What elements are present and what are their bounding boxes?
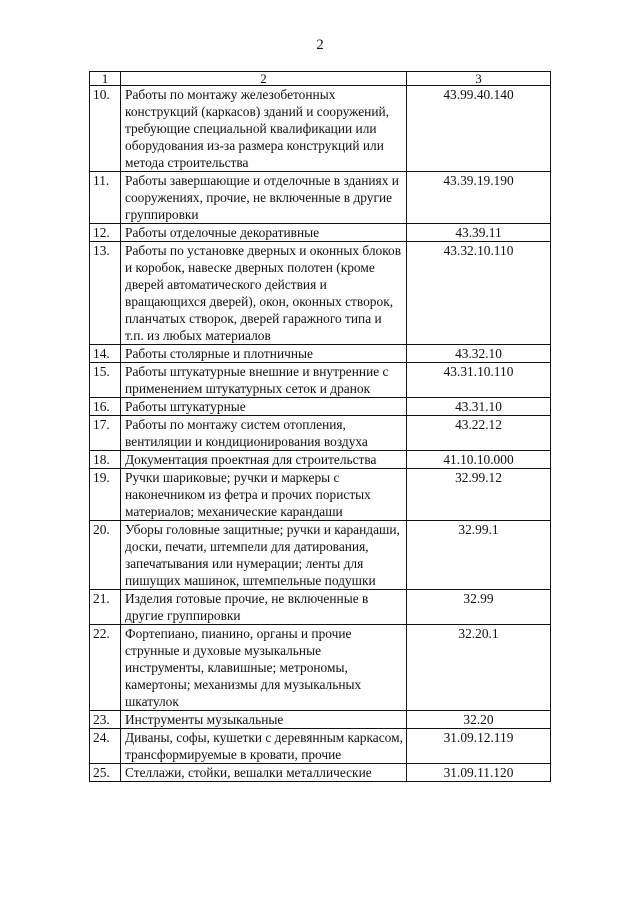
table-row [90,590,551,625]
row-name: Уборы головные защитные; ручки и карандаши, доски, печати, штемпели для датирования, запечатывания или нумерации; ленты для пишущих машинок, штемпельные подушки [121,521,407,590]
row-name: Работы по монтажу железобетонных конструкций (каркасов) зданий и сооружений, требующие специальной квалификации или оборудования из-за размера конструкций или метода строительства [121,86,407,172]
row-name: Работы столярные и плотничные [121,345,407,363]
row-code: 31.09.11.120 [407,764,551,782]
classification-table [89,71,551,782]
table-row [90,469,551,521]
row-number: 23. [90,711,121,729]
row-number: 17. [90,416,121,451]
table-row [90,729,551,764]
row-number: 16. [90,398,121,416]
table-row [90,363,551,398]
header-col-2: 2 [121,72,407,86]
row-number: 13. [90,242,121,345]
row-number: 10. [90,86,121,172]
row-name: Ручки шариковые; ручки и маркеры с наконечником из фетра и прочих пористых материалов; механические карандаши [121,469,407,521]
row-name: Диваны, софы, кушетки с деревянным каркасом, трансформируемые в кровати, прочие [121,729,407,764]
row-code: 43.32.10.110 [407,242,551,345]
table-row [90,625,551,711]
row-name: Фортепиано, пианино, органы и прочие струнные и духовые музыкальные инструменты, клавишные; метрономы, камертоны; механизмы для музыкальных шкатулок [121,625,407,711]
table-row [90,345,551,363]
page-number: 2 [316,37,324,53]
row-number: 21. [90,590,121,625]
row-number: 15. [90,363,121,398]
table-header-row [90,72,551,86]
row-number: 11. [90,172,121,224]
row-name: Изделия готовые прочие, не включенные в другие группировки [121,590,407,625]
row-code: 31.09.12.119 [407,729,551,764]
row-number: 20. [90,521,121,590]
row-number: 19. [90,469,121,521]
row-name: Работы штукатурные внешние и внутренние с применением штукатурных сеток и дранок [121,363,407,398]
row-number: 25. [90,764,121,782]
row-name: Работы по монтажу систем отопления, вентиляции и кондиционирования воздуха [121,416,407,451]
row-code: 32.20 [407,711,551,729]
row-name: Инструменты музыкальные [121,711,407,729]
row-code: 32.20.1 [407,625,551,711]
row-code: 43.31.10 [407,398,551,416]
row-code: 32.99 [407,590,551,625]
row-name: Работы завершающие и отделочные в зданиях и сооружениях, прочие, не включенные в другие группировки [121,172,407,224]
row-code: 43.32.10 [407,345,551,363]
row-code: 41.10.10.000 [407,451,551,469]
row-number: 14. [90,345,121,363]
row-code: 43.99.40.140 [407,86,551,172]
table-row [90,398,551,416]
table-body [90,72,551,782]
row-name: Работы отделочные декоративные [121,224,407,242]
header-col-1: 1 [90,72,121,86]
table-row [90,242,551,345]
row-number: 24. [90,729,121,764]
table-row [90,764,551,782]
row-code: 43.22.12 [407,416,551,451]
row-name: Работы по установке дверных и оконных блоков и коробок, навеске дверных полотен (кроме дверей автоматического действия и вращающихся дверей), окон, оконных створок, планчатых створок, дверей гаражного типа и т.п. из любых материалов [121,242,407,345]
row-name: Стеллажи, стойки, вешалки металлические [121,764,407,782]
row-code: 43.39.19.190 [407,172,551,224]
table-row [90,416,551,451]
header-col-3: 3 [407,72,551,86]
table-row [90,224,551,242]
row-name: Документация проектная для строительства [121,451,407,469]
row-code: 43.31.10.110 [407,363,551,398]
row-number: 18. [90,451,121,469]
row-code: 43.39.11 [407,224,551,242]
row-number: 22. [90,625,121,711]
table-row [90,86,551,172]
row-number: 12. [90,224,121,242]
row-code: 32.99.12 [407,469,551,521]
table-row [90,451,551,469]
row-name: Работы штукатурные [121,398,407,416]
table-row [90,521,551,590]
table-row [90,711,551,729]
row-code: 32.99.1 [407,521,551,590]
table-row [90,172,551,224]
